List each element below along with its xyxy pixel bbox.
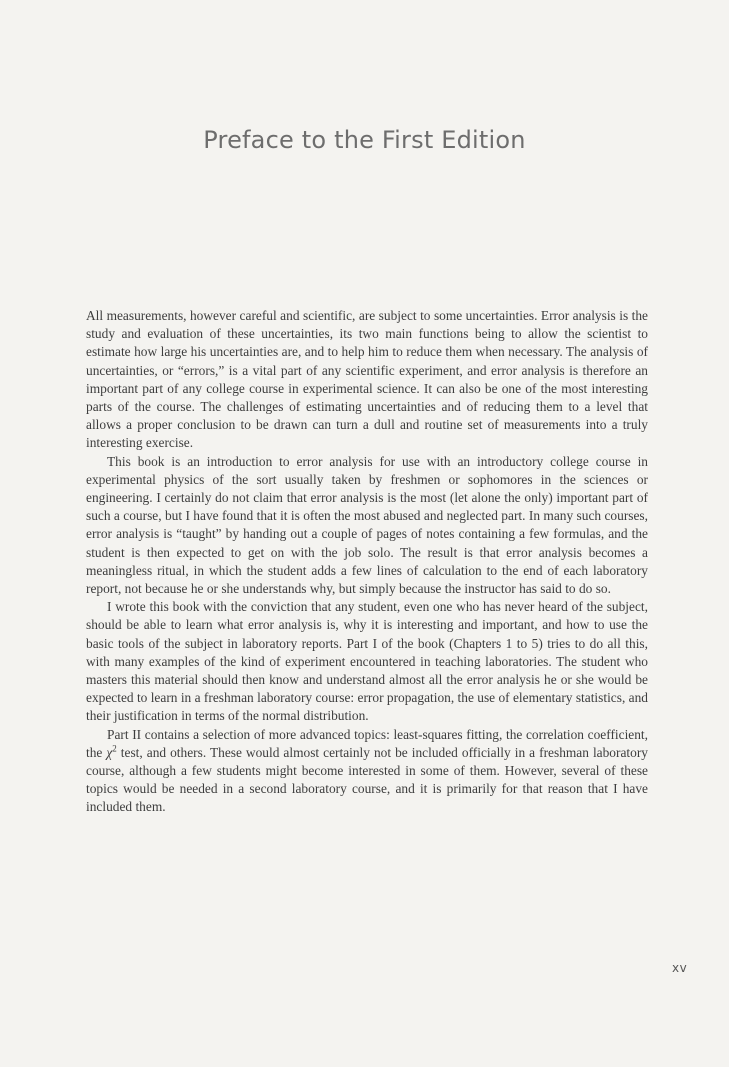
paragraph-4-part-1: Part II contains a selection of more advanced topics: least-squares fitting, the correlation coefficient, the	[86, 726, 648, 760]
paragraph-2: This book is an introduction to error analysis for use with an introductory college course in experimental physics of the sort usually taken by freshmen or sophomores in the sciences or engineering. I certainly do not claim that error analysis is the most (let alone the only) important part of such a course, but I have found that it is often the most abused and neglected part. In many such courses, error analysis is “taught” by handing out a couple of pages of notes containing a few formulas, and the student is then expected to get on with the job solo. The result is that error analysis becomes a meaningless ritual, in which the student adds a few lines of calculation to the end of each laboratory report, not because he or she understands why, but simply because the instructor has said to do so.	[86, 453, 648, 597]
paragraph-3: I wrote this book with the conviction that any student, even one who has never heard of the subject, should be able to learn what error analysis is, why it is interesting and important, and how to use the basic tools of the subject in laboratory reports. Part I of the book (Chapters 1 to 5) tries to do all this, with many examples of the kind of experiment encountered in teaching laboratories. The student who masters this material should then know and understand almost all the error analysis he or she would be expected to learn in a freshman laboratory course: error propagation, the use of elementary statistics, and their justification in terms of the normal distribution.	[86, 599, 648, 724]
paragraph-4	[86, 726, 648, 817]
chi-superscript: 2	[112, 743, 117, 754]
chi-symbol: χ	[106, 744, 113, 760]
preface-body	[86, 307, 648, 817]
paragraph-1: All measurements, however careful and scientific, are subject to some uncertainties. Error analysis is the study and evaluation of these uncertainties, its two main functions being to allow the scientist to estimate how large his uncertainties are, and to help him to reduce them when necessary. The analysis of uncertainties, or “errors,” is a vital part of any scientific experiment, and error analysis is therefore an important part of any college course in experimental science. It can also be one of the most interesting parts of the course. The challenges of estimating uncertainties and of reducing them to a level that allows a proper conclusion to be drawn can turn a dull and routine set of measurements into a truly interesting exercise.	[86, 308, 648, 451]
paragraph-4-part-2: test, and others. These would almost certainly not be included officially in a freshman laboratory course, although a few students might become interested in some of them. However, several of these topics would be needed in a second laboratory course, and it is primarily for that reason that I have included them.	[86, 744, 648, 815]
page-number: xv	[672, 961, 688, 975]
page-title: Preface to the First Edition	[203, 126, 526, 154]
